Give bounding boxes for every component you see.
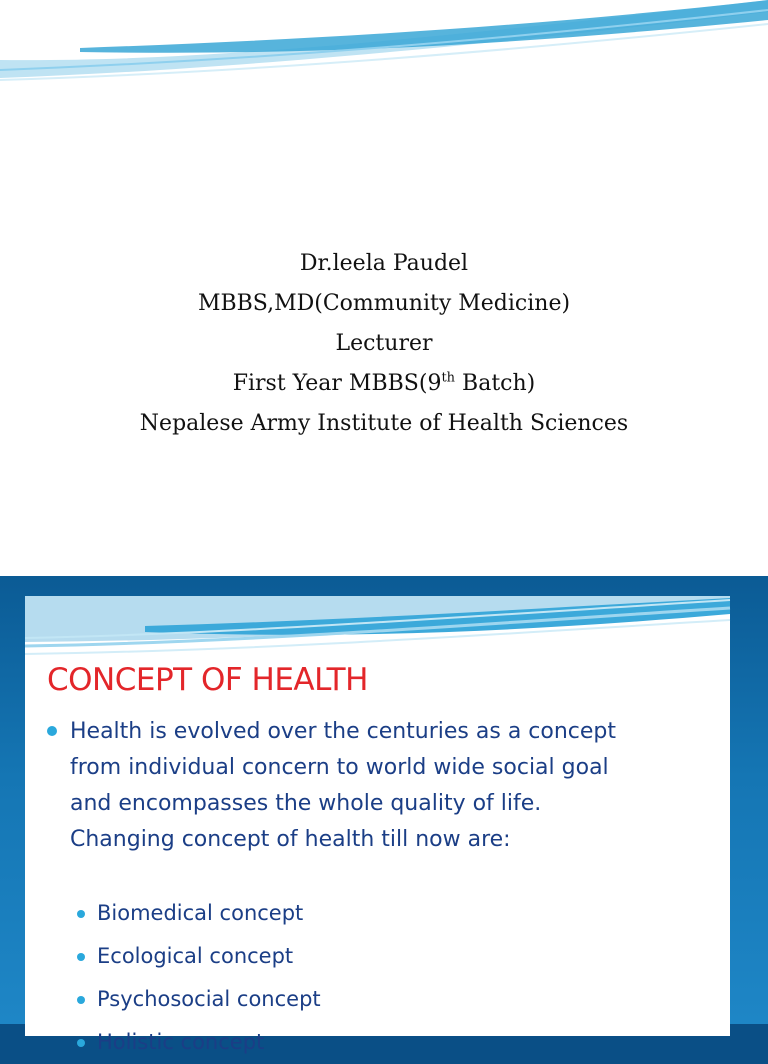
paragraph-line: from individual concern to world wide social goal: [70, 755, 609, 780]
bullet-dot-icon: [77, 996, 85, 1004]
concept-label: Ecological concept: [97, 944, 294, 968]
paragraph-line: Changing concept of health till now are:: [70, 827, 511, 852]
batch-superscript: th: [441, 370, 456, 386]
list-item: [77, 978, 321, 1021]
concept-label: Holistic concept: [97, 1030, 265, 1054]
bullet-dot-icon: [77, 910, 85, 918]
main-bullet: [47, 714, 727, 858]
wave-decoration: [0, 0, 768, 90]
list-item: [77, 1021, 321, 1064]
presenter-role: Lecturer: [335, 331, 433, 356]
batch-text: First Year MBBS(9: [232, 371, 442, 396]
bullet-dot-icon: [77, 1039, 85, 1047]
bullet-dot-icon: [77, 953, 85, 961]
list-item: [77, 892, 321, 935]
presenter-info: [0, 244, 768, 444]
batch-text-end: Batch): [455, 371, 536, 396]
slide-title: CONCEPT OF HEALTH: [47, 662, 368, 698]
concept-label: Biomedical concept: [97, 901, 304, 925]
paragraph-line: and encompasses the whole quality of life.: [70, 791, 542, 816]
presenter-name: Dr.leela Paudel: [299, 251, 469, 276]
concept-list: [77, 892, 321, 1064]
batch-line: [0, 364, 768, 404]
presenter-degree: MBBS,MD(Community Medicine): [197, 291, 571, 316]
health-paragraph: [47, 714, 727, 858]
bullet-dot-icon: [47, 726, 57, 736]
concept-label: Psychosocial concept: [97, 987, 321, 1011]
paragraph-line: Health is evolved over the centuries as a concept: [70, 719, 617, 744]
institute-name: Nepalese Army Institute of Health Sciences: [139, 411, 629, 436]
concept-slide: [0, 576, 768, 1054]
list-item: [77, 935, 321, 978]
content-panel: [25, 596, 730, 1054]
